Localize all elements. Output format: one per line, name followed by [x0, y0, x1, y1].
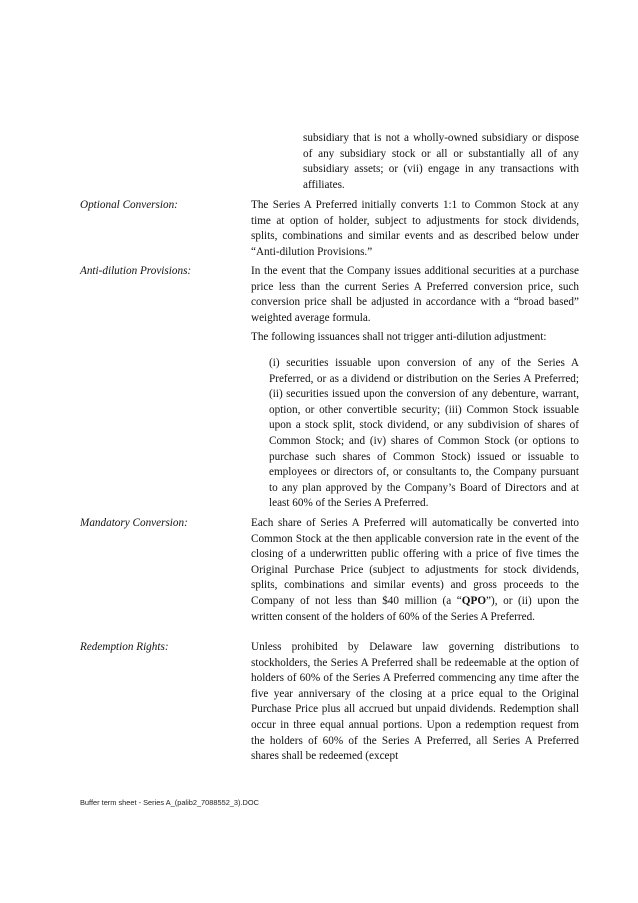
- optional-conversion-text: The Series A Preferred initially converts 1:1 to Common Stock at any time at option of holder, subject to adjustments for stock dividends, splits, combinations and similar events and as described below under “Anti-dilution Provisions.”: [251, 199, 579, 258]
- mandatory-conversion-text: [251, 516, 579, 625]
- qpo-term: QPO: [461, 594, 487, 607]
- mandatory-conversion-text-part2: ”), or (ii) upon the written consent of the holders of 60% of the Series A Preferred.: [251, 594, 579, 623]
- redemption-rights-label: Redemption Rights:: [80, 641, 169, 653]
- continuation-paragraph: subsidiary that is not a wholly-owned subsidiary or dispose of any subsidiary stock or all or substantially all of any subsidiary assets; or (vii) engage in any transactions with affiliates.: [303, 132, 579, 191]
- anti-dilution-exceptions: (i) securities issuable upon conversion of any of the Series A Preferred, or as a dividend or distribution on the Series A Preferred; (ii) securities issued upon the conversion of any debenture, warrant, option, or other convertible security; (iii) Common Stock issuable upon a stock split, stock dividend, or any subdivision of shares of Common Stock; and (iv) shares of Common Stock (or options to purchase such shares of Common Stock) issued or issuable to employees or directors of, or consultants to, the Company pursuant to any plan approved by the Company’s Board of Directors and at least 60% of the Series A Preferred.: [269, 357, 579, 510]
- anti-dilution-text: In the event that the Company issues additional securities at a purchase price less than the current Series A Preferred conversion price, such conversion price shall be adjusted in accordance with a “broad based” weighted average formula.: [251, 265, 579, 324]
- redemption-rights-text: Unless prohibited by Delaware law governing distributions to stockholders, the Series A Preferred shall be redeemable at the option of holders of 60% of the Series A Preferred commencing any time after the five year anniversary of the closing at a price equal to the Original Purchase Price plus all accrued but unpaid dividends. Redemption shall occur in three equal annual portions. Upon a redemption request from the holders of 60% of the Series A Preferred, all Series A Preferred shares shall be redeemed (except: [251, 641, 579, 763]
- mandatory-conversion-label: Mandatory Conversion:: [80, 517, 188, 529]
- optional-conversion-label: Optional Conversion:: [80, 199, 178, 211]
- mandatory-conversion-text-part1: Each share of Series A Preferred will automatically be converted into Common Stock at the then applicable conversion rate in the event of the closing of a underwritten public offering with a price of five times the Original Purchase Price (subject to adjustments for stock dividends, splits, combinations and similar events) and gross proceeds to the Company of not less than $40 million (a “: [251, 517, 579, 607]
- anti-dilution-intro: The following issuances shall not trigger anti-dilution adjustment:: [251, 331, 547, 343]
- anti-dilution-label: Anti-dilution Provisions:: [80, 265, 192, 277]
- document-footer: Buffer term sheet - Series A_(palib2_7088552_3).DOC: [80, 798, 259, 807]
